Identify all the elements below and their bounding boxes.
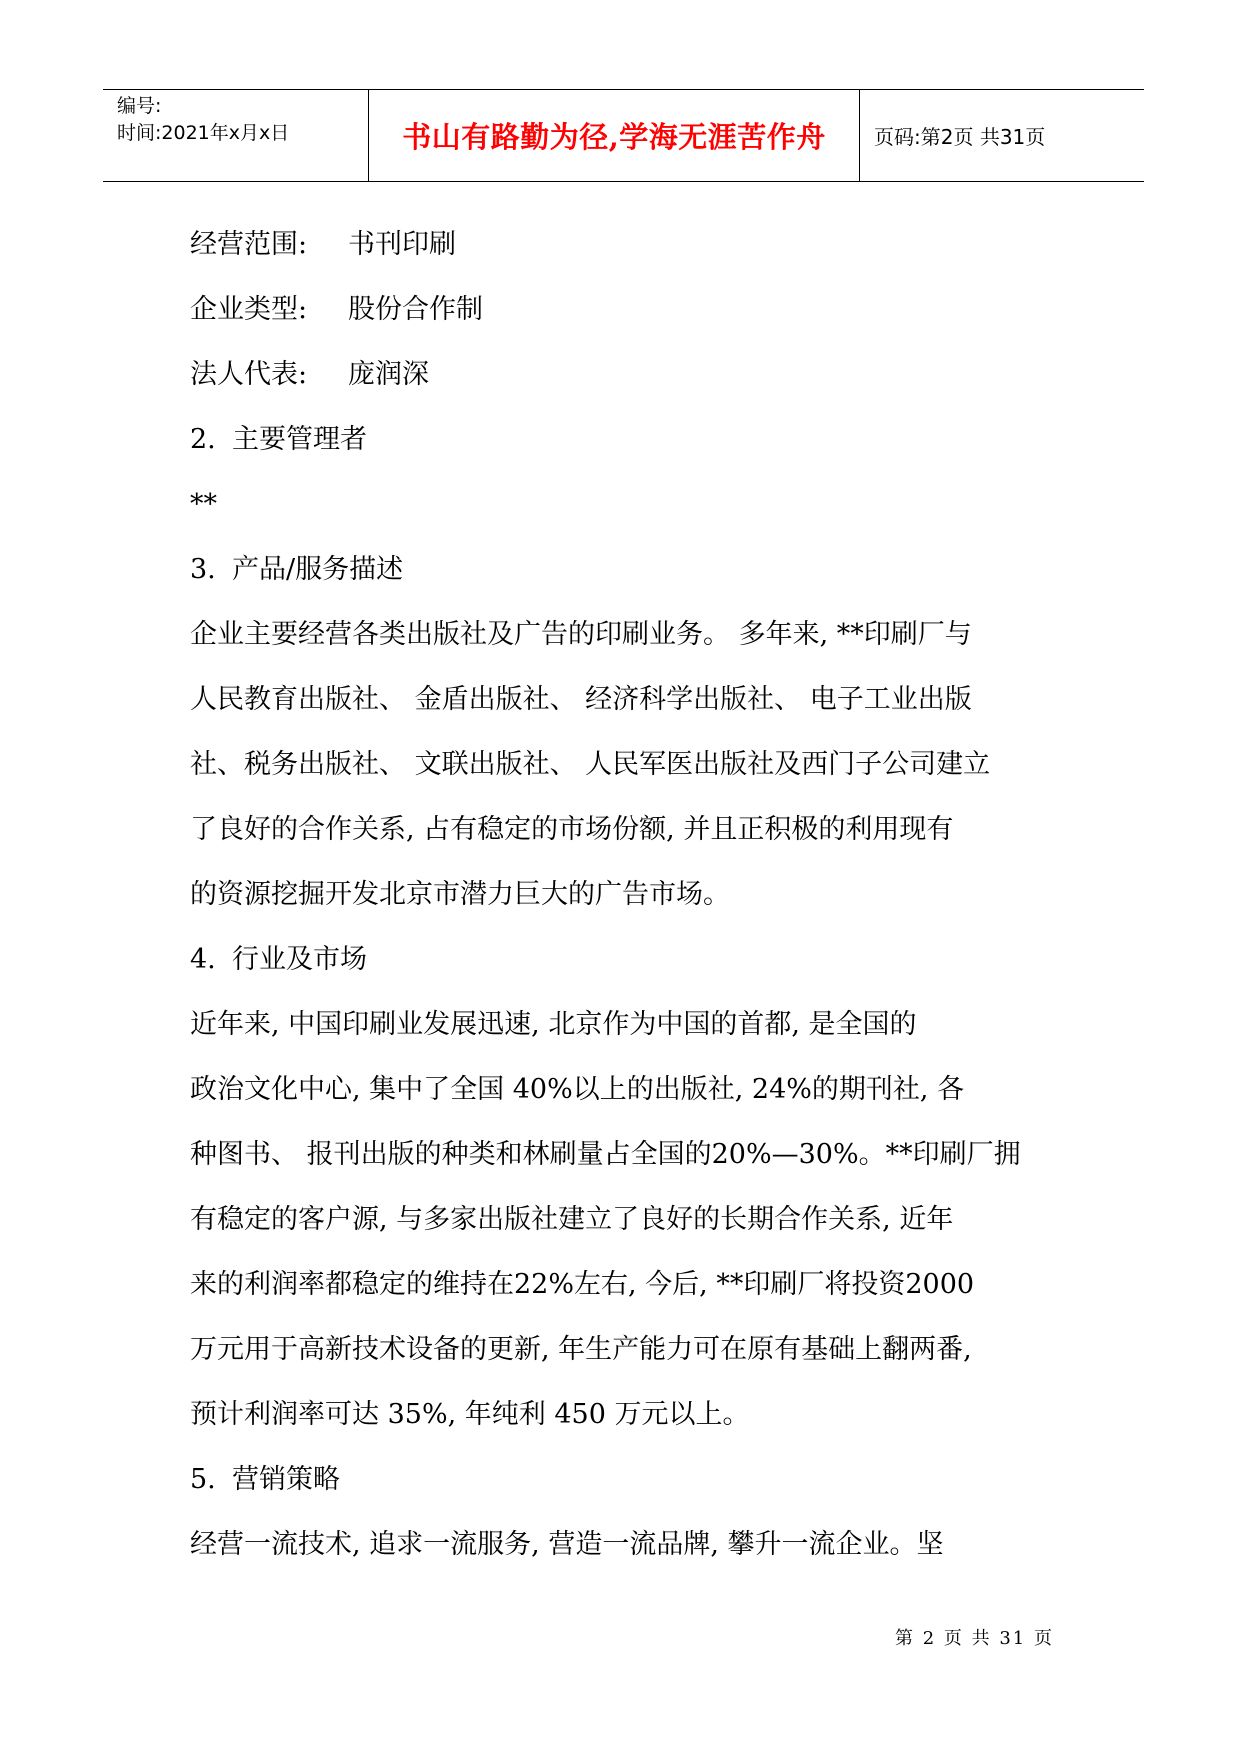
info-value: 股份合作制: [348, 294, 483, 325]
section-4-paragraph: [190, 992, 1070, 1447]
info-value: 书刊印刷: [348, 229, 456, 260]
paragraph-line: 万元用于高新技术设备的更新, 年生产能力可在原有基础上翻两番,: [190, 1334, 972, 1365]
document-body: [190, 212, 1070, 1577]
info-key: 企业类型:: [190, 294, 308, 325]
page-header: [103, 89, 1144, 182]
section-number: 3.: [190, 554, 216, 585]
section-3-paragraph: [190, 602, 1070, 927]
paragraph-line: 种图书、 报刊出版的种类和林刷量占全国的20%—30%。**印刷厂拥: [190, 1139, 1021, 1170]
section-heading-5: [190, 1447, 1070, 1512]
info-row-enterprise-type: [190, 277, 1070, 342]
paragraph-line: 近年来, 中国印刷业发展迅速, 北京作为中国的首都, 是全国的: [190, 1009, 917, 1040]
section-heading-4: [190, 927, 1070, 992]
paragraph-line: 有稳定的客户源, 与多家出版社建立了良好的长期合作关系, 近年: [190, 1204, 954, 1235]
section-2-body: **: [190, 489, 217, 520]
section-number: 5.: [190, 1464, 216, 1495]
header-meta: [103, 90, 369, 181]
section-5-paragraph: [190, 1512, 1070, 1577]
paragraph-line: 社、税务出版社、 文联出版社、 人民军医出版社及西门子公司建立: [190, 749, 991, 780]
paragraph-line: 经营一流技术, 追求一流服务, 营造一流品牌, 攀升一流企业。坚: [190, 1529, 944, 1560]
header-motto: 书山有路勤为径,学海无涯苦作舟: [369, 90, 860, 181]
paragraph-line: 了良好的合作关系, 占有稳定的市场份额, 并且正积极的利用现有: [190, 814, 954, 845]
info-key: 经营范围:: [190, 229, 308, 260]
paragraph-line: 人民教育出版社、 金盾出版社、 经济科学出版社、 电子工业出版: [190, 684, 972, 715]
page-footer: 第 2 页 共 31 页: [895, 1628, 1054, 1649]
paragraph-line: 企业主要经营各类出版社及广告的印刷业务。 多年来, **印刷厂与: [190, 619, 972, 650]
section-title: 产品/服务描述: [232, 554, 404, 585]
section-title: 行业及市场: [232, 944, 367, 975]
paragraph-line: 的资源挖掘开发北京市潜力巨大的广告市场。: [190, 879, 730, 910]
section-title: 主要管理者: [232, 424, 367, 455]
document-time-label: 时间:2021年x月x日: [117, 122, 290, 144]
info-value: 庞润深: [348, 359, 429, 390]
section-number: 2.: [190, 424, 216, 455]
info-key: 法人代表:: [190, 359, 308, 390]
document-code-label: 编号:: [117, 95, 162, 117]
section-number: 4.: [190, 944, 216, 975]
section-heading-3: [190, 537, 1070, 602]
paragraph-line: 来的利润率都稳定的维持在22%左右, 今后, **印刷厂将投资2000: [190, 1269, 975, 1300]
section-heading-2: [190, 407, 1070, 472]
paragraph-line: 预计利润率可达 35%, 年纯利 450 万元以上。: [190, 1399, 750, 1430]
info-row-legal-rep: [190, 342, 1070, 407]
info-row-business-scope: [190, 212, 1070, 277]
paragraph-line: 政治文化中心, 集中了全国 40%以上的出版社, 24%的期刊社, 各: [190, 1074, 965, 1105]
header-page-label: 页码:第2页 共31页: [874, 125, 1046, 149]
section-title: 营销策略: [232, 1464, 340, 1495]
